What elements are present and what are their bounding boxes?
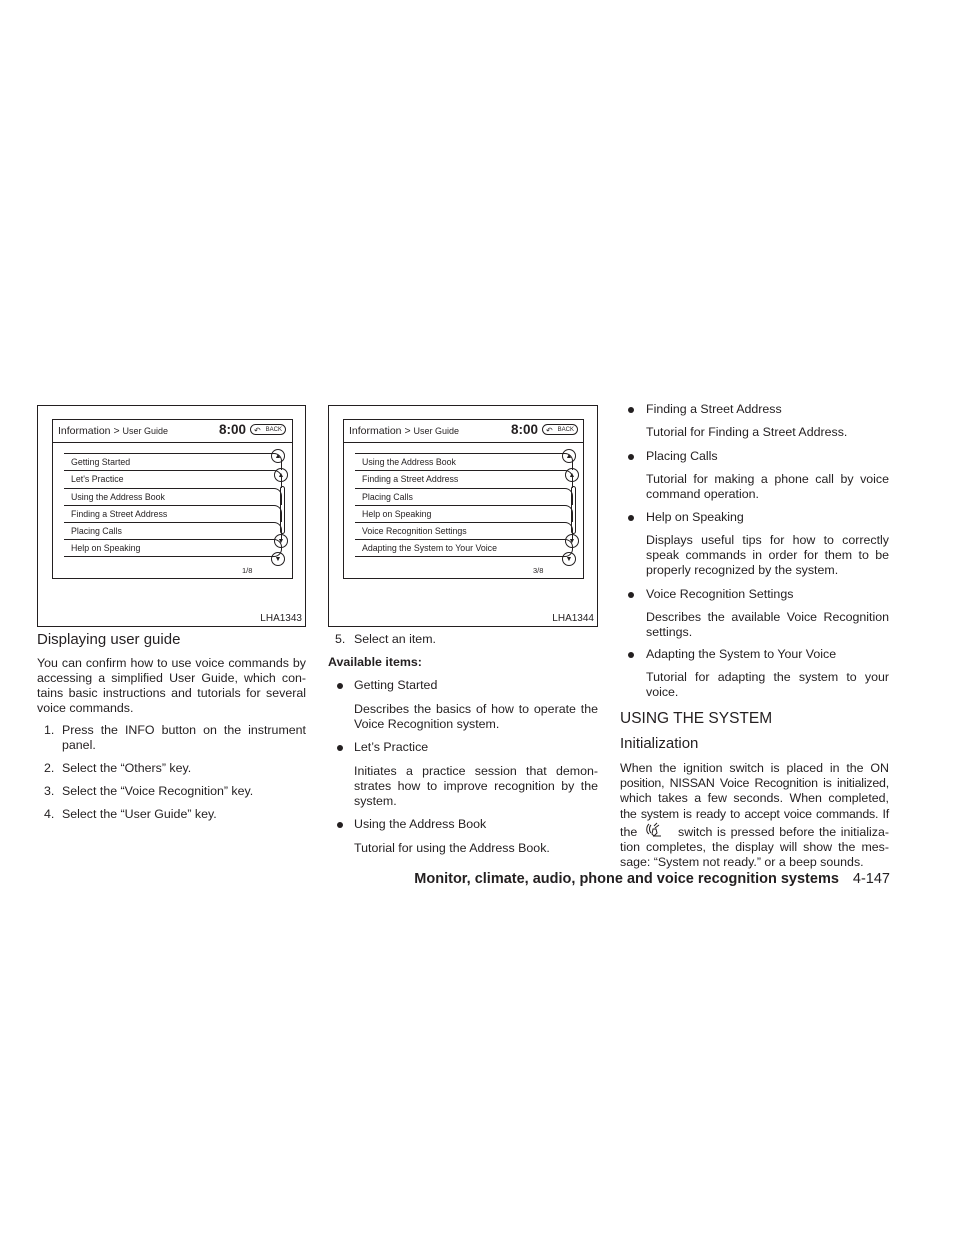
text-line: voice commands. (37, 701, 134, 715)
text-line (620, 823, 889, 840)
text-line: tains basic instructions and tutorials for several (37, 686, 306, 700)
item-description (646, 533, 889, 578)
scroll-up-icon[interactable]: ▲ (274, 468, 288, 482)
back-button[interactable]: ↶ BACK (250, 424, 286, 435)
scrollbar[interactable] (280, 486, 285, 534)
item-title: Help on Speaking (646, 510, 744, 524)
step-number: 4. (44, 807, 55, 821)
text-line: You can confirm how to use voice commands by (37, 656, 306, 670)
section-heading: Displaying user guide (37, 631, 181, 648)
menu-item[interactable]: Adapting the System to Your Voice (355, 539, 573, 556)
text-line: position, NISSAN Voice Recognition is initialized, (620, 776, 889, 791)
screen-clock: 8:00 (511, 422, 539, 437)
menu-item[interactable]: Placing Calls (64, 522, 282, 539)
list-item (337, 740, 598, 809)
back-button[interactable]: ↶ BACK (542, 424, 578, 435)
menu-item[interactable]: Voice Recognition Settings (355, 522, 573, 539)
text-line: panel. (62, 738, 96, 752)
item-title: Voice Recognition Settings (646, 587, 794, 601)
step-number: 5. (335, 632, 346, 646)
item-description (646, 472, 889, 502)
bullet-icon (628, 515, 634, 521)
text-line: Describes the available Voice Recognition (646, 610, 889, 624)
text-line: voice. (646, 685, 679, 699)
menu-item[interactable]: Help on Speaking (355, 505, 573, 522)
item-title: Finding a Street Address (646, 402, 782, 416)
text-line: settings. (646, 625, 693, 639)
menu-list (355, 453, 573, 557)
list-item (337, 817, 598, 856)
text-line: Describes the basics of how to operate the (354, 702, 598, 716)
bullet-icon (628, 652, 634, 658)
menu-item[interactable]: Using the Address Book (64, 488, 282, 505)
screen-clock: 8:00 (219, 422, 247, 437)
page-down-icon[interactable]: ▼ (271, 552, 285, 566)
available-items-list (337, 678, 598, 856)
menu-item[interactable]: Using the Address Book (355, 453, 573, 470)
list-item (628, 402, 889, 440)
figure-code: LHA1343 (260, 613, 302, 624)
screen-title: Information > User Guide (349, 425, 460, 437)
text-line: Displays useful tips for how to correctly (646, 533, 889, 547)
step-item (44, 784, 306, 799)
display-screen (52, 419, 293, 579)
step-number: 3. (44, 784, 55, 798)
text-line: command operation. (646, 487, 759, 501)
screen-divider (344, 442, 583, 443)
available-items-list-continued (628, 402, 889, 700)
step-item (335, 632, 436, 647)
page-up-icon[interactable]: ▲ (271, 449, 285, 463)
page-up-icon[interactable]: ▲ (562, 449, 576, 463)
text-line: which takes a few seconds. When completed, (620, 791, 889, 806)
item-title: Getting Started (354, 678, 438, 692)
scroll-up-icon[interactable]: ▲ (565, 468, 579, 482)
screen-title: Information > User Guide (58, 425, 169, 437)
scroll-down-icon[interactable]: ▼ (565, 534, 579, 548)
list-item (337, 678, 598, 732)
text-line: strates how to improve recognition by the (354, 779, 598, 793)
menu-list (64, 453, 282, 557)
bullet-icon (337, 683, 343, 689)
text-fragment: the (620, 824, 638, 839)
available-items-label: Available items: (328, 655, 422, 669)
text-line: Select the “Voice Recognition” key. (62, 784, 254, 798)
item-description (354, 841, 598, 856)
page-number: 4-147 (852, 871, 890, 887)
bullet-icon (628, 592, 634, 598)
step-text: Select an item. (354, 632, 436, 646)
text-line: When the ignition switch is placed in the ON (620, 761, 889, 775)
bullet-icon (628, 407, 634, 413)
text-line: the system is ready to accept voice commands. If (620, 806, 889, 821)
text-line: tion completes, the display will show the mes- (620, 839, 889, 854)
page-footer (414, 871, 890, 887)
step-item (44, 807, 306, 822)
text-line: speak commands in order for them to be (646, 548, 889, 562)
item-description (354, 702, 598, 732)
menu-item[interactable]: Let's Practice (64, 470, 282, 487)
text-line: Tutorial for Finding a Street Address. (646, 425, 848, 439)
item-description (354, 764, 598, 809)
item-description (646, 610, 889, 640)
figure-lha1344 (328, 405, 598, 627)
figure-lha1343 (37, 405, 306, 627)
scroll-down-icon[interactable]: ▼ (274, 534, 288, 548)
back-arrow-icon: ↶ (546, 426, 553, 435)
subsection-heading: Initialization (620, 735, 699, 752)
list-item (628, 647, 889, 700)
step-item (44, 723, 306, 753)
text-line: Tutorial for adapting the system to your (646, 670, 889, 684)
menu-item[interactable]: Help on Speaking (64, 539, 282, 556)
intro-paragraph (37, 656, 306, 716)
text-line: Voice Recognition system. (354, 717, 500, 731)
text-line: Initiates a practice session that demon- (354, 764, 598, 778)
item-description (646, 670, 889, 700)
step-number: 1. (44, 723, 55, 737)
page-down-icon[interactable]: ▼ (562, 552, 576, 566)
item-description (646, 425, 889, 440)
text-line: Press the INFO button on the instrument (62, 723, 306, 737)
figure-code: LHA1344 (552, 613, 594, 624)
item-title: Adapting the System to Your Voice (646, 647, 837, 661)
text-line: system. (354, 794, 397, 808)
step-list (44, 723, 306, 822)
menu-item[interactable]: Finding a Street Address (64, 505, 282, 522)
text-line: Select the “User Guide” key. (62, 807, 217, 821)
bullet-icon (628, 454, 634, 460)
page-indicator: 1/8 (242, 566, 253, 575)
list-item (628, 587, 889, 640)
voice-talk-switch-icon (646, 822, 662, 837)
bullet-icon (337, 822, 343, 828)
menu-item[interactable]: Placing Calls (355, 488, 573, 505)
scrollbar[interactable] (571, 486, 576, 534)
step-number: 2. (44, 761, 55, 775)
text-line: Tutorial for making a phone call by voice (646, 472, 889, 486)
back-arrow-icon: ↶ (254, 426, 261, 435)
text-line: sage: “System not ready.” or a beep sounds. (620, 855, 864, 870)
text-line: Select the “Others” key. (62, 761, 192, 775)
step-item (44, 761, 306, 776)
section-title: USING THE SYSTEM (620, 710, 773, 727)
initialization-paragraph (620, 761, 889, 870)
menu-item[interactable]: Getting Started (64, 453, 282, 470)
menu-item[interactable]: Finding a Street Address (355, 470, 573, 487)
display-screen (343, 419, 584, 579)
item-title: Placing Calls (646, 449, 718, 463)
screen-divider (53, 442, 292, 443)
text-line: properly recognized by the system. (646, 563, 839, 577)
text-line: Tutorial for using the Address Book. (354, 841, 550, 855)
text-line: accessing a simplified User Guide, which con- (37, 671, 306, 685)
list-item (628, 510, 889, 578)
bullet-icon (337, 745, 343, 751)
page-indicator: 3/8 (533, 566, 544, 575)
footer-section-title: Monitor, climate, audio, phone and voice recognition systems (414, 871, 839, 887)
item-title: Let’s Practice (354, 740, 429, 754)
item-title: Using the Address Book (354, 817, 487, 831)
list-item (628, 449, 889, 502)
text-fragment: switch is pressed before the initializa- (678, 824, 889, 839)
